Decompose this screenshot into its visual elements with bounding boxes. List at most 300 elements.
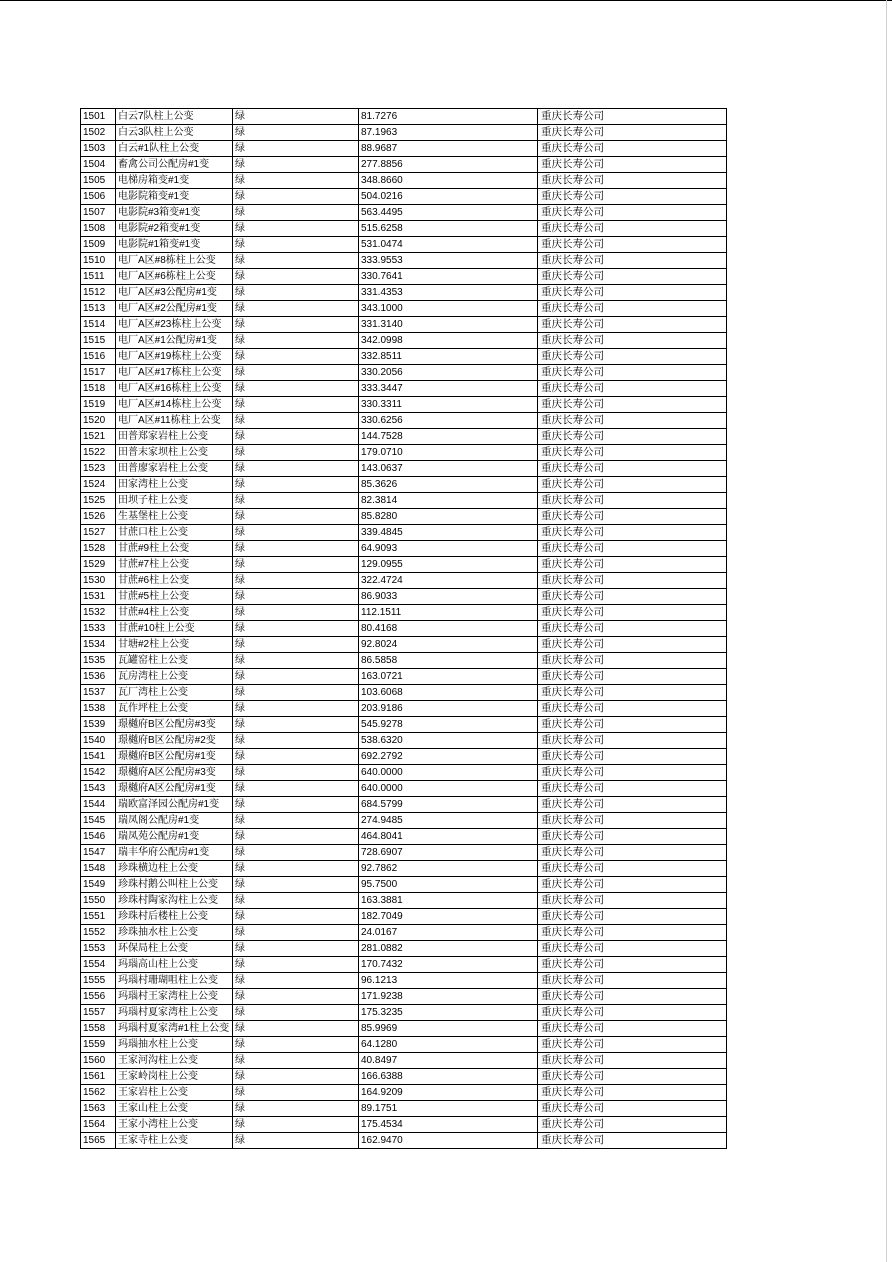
transformer-name-cell: 甘塘#2柱上公变 xyxy=(116,637,233,653)
transformer-name-cell: 璟樾府B区公配房#1变 xyxy=(116,749,233,765)
status-cell: 绿 xyxy=(233,429,359,445)
company-cell: 重庆长寿公司 xyxy=(538,669,727,685)
value-cell: 95.7500 xyxy=(359,877,538,893)
status-cell: 绿 xyxy=(233,493,359,509)
table-row xyxy=(81,669,727,685)
status-cell: 绿 xyxy=(233,605,359,621)
transformer-name-cell: 甘蔗#7柱上公变 xyxy=(116,557,233,573)
company-cell: 重庆长寿公司 xyxy=(538,605,727,621)
company-cell: 重庆长寿公司 xyxy=(538,749,727,765)
status-cell: 绿 xyxy=(233,1085,359,1101)
value-cell: 179.0710 xyxy=(359,445,538,461)
row-number-cell: 1548 xyxy=(81,861,116,877)
status-cell: 绿 xyxy=(233,1117,359,1133)
company-cell: 重庆长寿公司 xyxy=(538,349,727,365)
row-number-cell: 1533 xyxy=(81,621,116,637)
value-cell: 89.1751 xyxy=(359,1101,538,1117)
row-number-cell: 1508 xyxy=(81,221,116,237)
transformer-name-cell: 王家寺柱上公变 xyxy=(116,1133,233,1149)
transformer-name-cell: 生基堡柱上公变 xyxy=(116,509,233,525)
transformer-name-cell: 瓦房湾柱上公变 xyxy=(116,669,233,685)
value-cell: 175.3235 xyxy=(359,1005,538,1021)
row-number-cell: 1511 xyxy=(81,269,116,285)
value-cell: 281.0882 xyxy=(359,941,538,957)
transformer-name-cell: 璟樾府B区公配房#3变 xyxy=(116,717,233,733)
status-cell: 绿 xyxy=(233,861,359,877)
row-number-cell: 1524 xyxy=(81,477,116,493)
transformer-name-cell: 珍珠抽水柱上公变 xyxy=(116,925,233,941)
status-cell: 绿 xyxy=(233,797,359,813)
status-cell: 绿 xyxy=(233,413,359,429)
row-number-cell: 1510 xyxy=(81,253,116,269)
transformer-name-cell: 王家小湾柱上公变 xyxy=(116,1117,233,1133)
value-cell: 692.2792 xyxy=(359,749,538,765)
row-number-cell: 1527 xyxy=(81,525,116,541)
transformer-name-cell: 璟樾府B区公配房#2变 xyxy=(116,733,233,749)
value-cell: 88.9687 xyxy=(359,141,538,157)
value-cell: 64.9093 xyxy=(359,541,538,557)
transformer-name-cell: 电厂A区#3公配房#1变 xyxy=(116,285,233,301)
status-cell: 绿 xyxy=(233,525,359,541)
transformer-name-cell: 甘蔗#10柱上公变 xyxy=(116,621,233,637)
table-row xyxy=(81,1053,727,1069)
transformer-name-cell: 瓦厂湾柱上公变 xyxy=(116,685,233,701)
table-row xyxy=(81,957,727,973)
value-cell: 103.6068 xyxy=(359,685,538,701)
company-cell: 重庆长寿公司 xyxy=(538,125,727,141)
transformer-name-cell: 电影院#1箱变#1变 xyxy=(116,237,233,253)
status-cell: 绿 xyxy=(233,1069,359,1085)
company-cell: 重庆长寿公司 xyxy=(538,589,727,605)
table-row xyxy=(81,733,727,749)
row-number-cell: 1501 xyxy=(81,109,116,125)
row-number-cell: 1517 xyxy=(81,365,116,381)
company-cell: 重庆长寿公司 xyxy=(538,685,727,701)
status-cell: 绿 xyxy=(233,125,359,141)
company-cell: 重庆长寿公司 xyxy=(538,237,727,253)
company-cell: 重庆长寿公司 xyxy=(538,253,727,269)
table-row xyxy=(81,621,727,637)
row-number-cell: 1536 xyxy=(81,669,116,685)
value-cell: 331.3140 xyxy=(359,317,538,333)
table-row xyxy=(81,637,727,653)
value-cell: 348.8660 xyxy=(359,173,538,189)
table-row xyxy=(81,413,727,429)
status-cell: 绿 xyxy=(233,173,359,189)
value-cell: 170.7432 xyxy=(359,957,538,973)
company-cell: 重庆长寿公司 xyxy=(538,861,727,877)
transformer-name-cell: 珍珠村后楼柱上公变 xyxy=(116,909,233,925)
value-cell: 332.8511 xyxy=(359,349,538,365)
table-row xyxy=(81,253,727,269)
value-cell: 464.8041 xyxy=(359,829,538,845)
row-number-cell: 1537 xyxy=(81,685,116,701)
value-cell: 112.1511 xyxy=(359,605,538,621)
company-cell: 重庆长寿公司 xyxy=(538,429,727,445)
row-number-cell: 1554 xyxy=(81,957,116,973)
status-cell: 绿 xyxy=(233,349,359,365)
company-cell: 重庆长寿公司 xyxy=(538,189,727,205)
value-cell: 86.9033 xyxy=(359,589,538,605)
company-cell: 重庆长寿公司 xyxy=(538,973,727,989)
status-cell: 绿 xyxy=(233,1021,359,1037)
status-cell: 绿 xyxy=(233,365,359,381)
table-row xyxy=(81,1037,727,1053)
company-cell: 重庆长寿公司 xyxy=(538,637,727,653)
row-number-cell: 1535 xyxy=(81,653,116,669)
company-cell: 重庆长寿公司 xyxy=(538,557,727,573)
status-cell: 绿 xyxy=(233,589,359,605)
value-cell: 538.6320 xyxy=(359,733,538,749)
row-number-cell: 1551 xyxy=(81,909,116,925)
table-row xyxy=(81,925,727,941)
transformer-name-cell: 玛瑙村夏家湾柱上公变 xyxy=(116,1005,233,1021)
transformer-name-cell: 电厂A区#6栋柱上公变 xyxy=(116,269,233,285)
company-cell: 重庆长寿公司 xyxy=(538,109,727,125)
table-row xyxy=(81,429,727,445)
status-cell: 绿 xyxy=(233,669,359,685)
table-row xyxy=(81,1085,727,1101)
company-cell: 重庆长寿公司 xyxy=(538,845,727,861)
row-number-cell: 1552 xyxy=(81,925,116,941)
status-cell: 绿 xyxy=(233,189,359,205)
value-cell: 339.4845 xyxy=(359,525,538,541)
table-row xyxy=(81,381,727,397)
status-cell: 绿 xyxy=(233,733,359,749)
transformer-name-cell: 瑞欧富泽园公配房#1变 xyxy=(116,797,233,813)
table-row xyxy=(81,605,727,621)
company-cell: 重庆长寿公司 xyxy=(538,1053,727,1069)
status-cell: 绿 xyxy=(233,381,359,397)
table-row xyxy=(81,365,727,381)
row-number-cell: 1563 xyxy=(81,1101,116,1117)
table-row xyxy=(81,317,727,333)
transformer-name-cell: 瑞凤苑公配房#1变 xyxy=(116,829,233,845)
transformer-name-cell: 玛瑙高山柱上公变 xyxy=(116,957,233,973)
value-cell: 40.8497 xyxy=(359,1053,538,1069)
company-cell: 重庆长寿公司 xyxy=(538,493,727,509)
status-cell: 绿 xyxy=(233,477,359,493)
value-cell: 330.3311 xyxy=(359,397,538,413)
value-cell: 684.5799 xyxy=(359,797,538,813)
value-cell: 322.4724 xyxy=(359,573,538,589)
transformer-name-cell: 电梯房箱变#1变 xyxy=(116,173,233,189)
status-cell: 绿 xyxy=(233,157,359,173)
transformer-name-cell: 瓦罐窑柱上公变 xyxy=(116,653,233,669)
value-cell: 330.7641 xyxy=(359,269,538,285)
company-cell: 重庆长寿公司 xyxy=(538,1133,727,1149)
table-row xyxy=(81,749,727,765)
row-number-cell: 1559 xyxy=(81,1037,116,1053)
transformer-name-cell: 珍珠横边柱上公变 xyxy=(116,861,233,877)
row-number-cell: 1516 xyxy=(81,349,116,365)
row-number-cell: 1557 xyxy=(81,1005,116,1021)
table-row xyxy=(81,973,727,989)
row-number-cell: 1509 xyxy=(81,237,116,253)
table-row xyxy=(81,813,727,829)
table-row xyxy=(81,557,727,573)
row-number-cell: 1522 xyxy=(81,445,116,461)
company-cell: 重庆长寿公司 xyxy=(538,1101,727,1117)
row-number-cell: 1523 xyxy=(81,461,116,477)
value-cell: 203.9186 xyxy=(359,701,538,717)
row-number-cell: 1507 xyxy=(81,205,116,221)
value-cell: 515.6258 xyxy=(359,221,538,237)
table-row xyxy=(81,285,727,301)
transformer-name-cell: 电影院#2箱变#1变 xyxy=(116,221,233,237)
status-cell: 绿 xyxy=(233,445,359,461)
transformer-name-cell: 王家岩柱上公变 xyxy=(116,1085,233,1101)
transformer-name-cell: 珍珠村鹅公叫柱上公变 xyxy=(116,877,233,893)
row-number-cell: 1539 xyxy=(81,717,116,733)
table-row xyxy=(81,909,727,925)
value-cell: 274.9485 xyxy=(359,813,538,829)
value-cell: 85.3626 xyxy=(359,477,538,493)
table-row xyxy=(81,717,727,733)
row-number-cell: 1504 xyxy=(81,157,116,173)
row-number-cell: 1528 xyxy=(81,541,116,557)
transformer-name-cell: 甘蔗口柱上公变 xyxy=(116,525,233,541)
page-top-border xyxy=(0,0,892,1)
value-cell: 640.0000 xyxy=(359,781,538,797)
row-number-cell: 1521 xyxy=(81,429,116,445)
status-cell: 绿 xyxy=(233,957,359,973)
value-cell: 545.9278 xyxy=(359,717,538,733)
status-cell: 绿 xyxy=(233,1101,359,1117)
status-cell: 绿 xyxy=(233,653,359,669)
value-cell: 162.9470 xyxy=(359,1133,538,1149)
transformer-name-cell: 玛瑙村夏家湾#1柱上公变 xyxy=(116,1021,233,1037)
value-cell: 81.7276 xyxy=(359,109,538,125)
row-number-cell: 1512 xyxy=(81,285,116,301)
transformer-name-cell: 田家湾柱上公变 xyxy=(116,477,233,493)
status-cell: 绿 xyxy=(233,285,359,301)
value-cell: 333.9553 xyxy=(359,253,538,269)
table-row xyxy=(81,1133,727,1149)
table-row xyxy=(81,941,727,957)
status-cell: 绿 xyxy=(233,461,359,477)
transformer-name-cell: 甘蔗#5柱上公变 xyxy=(116,589,233,605)
transformer-name-cell: 电厂A区#11栋柱上公变 xyxy=(116,413,233,429)
transformer-name-cell: 甘蔗#6柱上公变 xyxy=(116,573,233,589)
company-cell: 重庆长寿公司 xyxy=(538,285,727,301)
status-cell: 绿 xyxy=(233,909,359,925)
transformer-name-cell: 电厂A区#17栋柱上公变 xyxy=(116,365,233,381)
company-cell: 重庆长寿公司 xyxy=(538,621,727,637)
table-row xyxy=(81,541,727,557)
status-cell: 绿 xyxy=(233,813,359,829)
company-cell: 重庆长寿公司 xyxy=(538,205,727,221)
company-cell: 重庆长寿公司 xyxy=(538,509,727,525)
table-row xyxy=(81,781,727,797)
status-cell: 绿 xyxy=(233,573,359,589)
row-number-cell: 1513 xyxy=(81,301,116,317)
company-cell: 重庆长寿公司 xyxy=(538,173,727,189)
company-cell: 重庆长寿公司 xyxy=(538,733,727,749)
transformer-name-cell: 田普廖家岩柱上公变 xyxy=(116,461,233,477)
row-number-cell: 1560 xyxy=(81,1053,116,1069)
table-row xyxy=(81,157,727,173)
company-cell: 重庆长寿公司 xyxy=(538,541,727,557)
transformer-table xyxy=(80,108,727,1149)
transformer-name-cell: 畜禽公司公配房#1变 xyxy=(116,157,233,173)
company-cell: 重庆长寿公司 xyxy=(538,317,727,333)
value-cell: 640.0000 xyxy=(359,765,538,781)
transformer-name-cell: 电厂A区#14栋柱上公变 xyxy=(116,397,233,413)
company-cell: 重庆长寿公司 xyxy=(538,1037,727,1053)
row-number-cell: 1502 xyxy=(81,125,116,141)
row-number-cell: 1515 xyxy=(81,333,116,349)
status-cell: 绿 xyxy=(233,1005,359,1021)
status-cell: 绿 xyxy=(233,333,359,349)
value-cell: 531.0474 xyxy=(359,237,538,253)
row-number-cell: 1564 xyxy=(81,1117,116,1133)
status-cell: 绿 xyxy=(233,685,359,701)
company-cell: 重庆长寿公司 xyxy=(538,1085,727,1101)
transformer-name-cell: 田普末家坝柱上公变 xyxy=(116,445,233,461)
table-row xyxy=(81,141,727,157)
row-number-cell: 1531 xyxy=(81,589,116,605)
status-cell: 绿 xyxy=(233,269,359,285)
table-row xyxy=(81,461,727,477)
company-cell: 重庆长寿公司 xyxy=(538,1005,727,1021)
value-cell: 342.0998 xyxy=(359,333,538,349)
table-row xyxy=(81,893,727,909)
status-cell: 绿 xyxy=(233,941,359,957)
company-cell: 重庆长寿公司 xyxy=(538,157,727,173)
status-cell: 绿 xyxy=(233,301,359,317)
company-cell: 重庆长寿公司 xyxy=(538,829,727,845)
row-number-cell: 1565 xyxy=(81,1133,116,1149)
status-cell: 绿 xyxy=(233,989,359,1005)
table-row xyxy=(81,509,727,525)
status-cell: 绿 xyxy=(233,1037,359,1053)
transformer-name-cell: 电厂A区#23栋柱上公变 xyxy=(116,317,233,333)
value-cell: 144.7528 xyxy=(359,429,538,445)
status-cell: 绿 xyxy=(233,781,359,797)
table-row xyxy=(81,445,727,461)
table-row xyxy=(81,589,727,605)
row-number-cell: 1543 xyxy=(81,781,116,797)
value-cell: 333.3447 xyxy=(359,381,538,397)
row-number-cell: 1519 xyxy=(81,397,116,413)
company-cell: 重庆长寿公司 xyxy=(538,781,727,797)
table-row xyxy=(81,845,727,861)
value-cell: 92.8024 xyxy=(359,637,538,653)
company-cell: 重庆长寿公司 xyxy=(538,221,727,237)
transformer-name-cell: 王家山柱上公变 xyxy=(116,1101,233,1117)
value-cell: 330.2056 xyxy=(359,365,538,381)
transformer-name-cell: 电影院箱变#1变 xyxy=(116,189,233,205)
transformer-name-cell: 王家岭岗柱上公变 xyxy=(116,1069,233,1085)
company-cell: 重庆长寿公司 xyxy=(538,477,727,493)
company-cell: 重庆长寿公司 xyxy=(538,445,727,461)
status-cell: 绿 xyxy=(233,925,359,941)
value-cell: 166.6388 xyxy=(359,1069,538,1085)
company-cell: 重庆长寿公司 xyxy=(538,893,727,909)
status-cell: 绿 xyxy=(233,749,359,765)
company-cell: 重庆长寿公司 xyxy=(538,1069,727,1085)
row-number-cell: 1541 xyxy=(81,749,116,765)
table-row xyxy=(81,861,727,877)
transformer-name-cell: 玛瑙抽水柱上公变 xyxy=(116,1037,233,1053)
table-row xyxy=(81,349,727,365)
status-cell: 绿 xyxy=(233,1133,359,1149)
row-number-cell: 1550 xyxy=(81,893,116,909)
table-row xyxy=(81,173,727,189)
company-cell: 重庆长寿公司 xyxy=(538,989,727,1005)
row-number-cell: 1555 xyxy=(81,973,116,989)
table-row xyxy=(81,109,727,125)
row-number-cell: 1505 xyxy=(81,173,116,189)
row-number-cell: 1534 xyxy=(81,637,116,653)
table-row xyxy=(81,1021,727,1037)
row-number-cell: 1547 xyxy=(81,845,116,861)
row-number-cell: 1506 xyxy=(81,189,116,205)
status-cell: 绿 xyxy=(233,621,359,637)
row-number-cell: 1529 xyxy=(81,557,116,573)
company-cell: 重庆长寿公司 xyxy=(538,365,727,381)
status-cell: 绿 xyxy=(233,893,359,909)
status-cell: 绿 xyxy=(233,557,359,573)
row-number-cell: 1562 xyxy=(81,1085,116,1101)
transformer-name-cell: 玛瑙村珊瑚咀柱上公变 xyxy=(116,973,233,989)
table-row xyxy=(81,1005,727,1021)
company-cell: 重庆长寿公司 xyxy=(538,925,727,941)
value-cell: 331.4353 xyxy=(359,285,538,301)
status-cell: 绿 xyxy=(233,829,359,845)
row-number-cell: 1549 xyxy=(81,877,116,893)
row-number-cell: 1532 xyxy=(81,605,116,621)
transformer-name-cell: 田普郑家岩柱上公变 xyxy=(116,429,233,445)
company-cell: 重庆长寿公司 xyxy=(538,413,727,429)
transformer-name-cell: 白云7队柱上公变 xyxy=(116,109,233,125)
transformer-name-cell: 白云3队柱上公变 xyxy=(116,125,233,141)
transformer-name-cell: 璟樾府A区公配房#3变 xyxy=(116,765,233,781)
table-row xyxy=(81,477,727,493)
table-row xyxy=(81,1069,727,1085)
table-row xyxy=(81,525,727,541)
value-cell: 504.0216 xyxy=(359,189,538,205)
row-number-cell: 1558 xyxy=(81,1021,116,1037)
company-cell: 重庆长寿公司 xyxy=(538,525,727,541)
value-cell: 86.5858 xyxy=(359,653,538,669)
row-number-cell: 1540 xyxy=(81,733,116,749)
status-cell: 绿 xyxy=(233,973,359,989)
transformer-name-cell: 田坝子柱上公变 xyxy=(116,493,233,509)
company-cell: 重庆长寿公司 xyxy=(538,397,727,413)
transformer-name-cell: 瑞凤阁公配房#1变 xyxy=(116,813,233,829)
row-number-cell: 1545 xyxy=(81,813,116,829)
table-row xyxy=(81,237,727,253)
status-cell: 绿 xyxy=(233,141,359,157)
row-number-cell: 1542 xyxy=(81,765,116,781)
value-cell: 728.6907 xyxy=(359,845,538,861)
company-cell: 重庆长寿公司 xyxy=(538,1021,727,1037)
transformer-name-cell: 电影院#3箱变#1变 xyxy=(116,205,233,221)
table-row xyxy=(81,573,727,589)
company-cell: 重庆长寿公司 xyxy=(538,941,727,957)
row-number-cell: 1546 xyxy=(81,829,116,845)
transformer-name-cell: 甘蔗#9柱上公变 xyxy=(116,541,233,557)
status-cell: 绿 xyxy=(233,253,359,269)
table-row xyxy=(81,205,727,221)
status-cell: 绿 xyxy=(233,509,359,525)
row-number-cell: 1514 xyxy=(81,317,116,333)
table-row xyxy=(81,189,727,205)
table-row xyxy=(81,333,727,349)
company-cell: 重庆长寿公司 xyxy=(538,877,727,893)
